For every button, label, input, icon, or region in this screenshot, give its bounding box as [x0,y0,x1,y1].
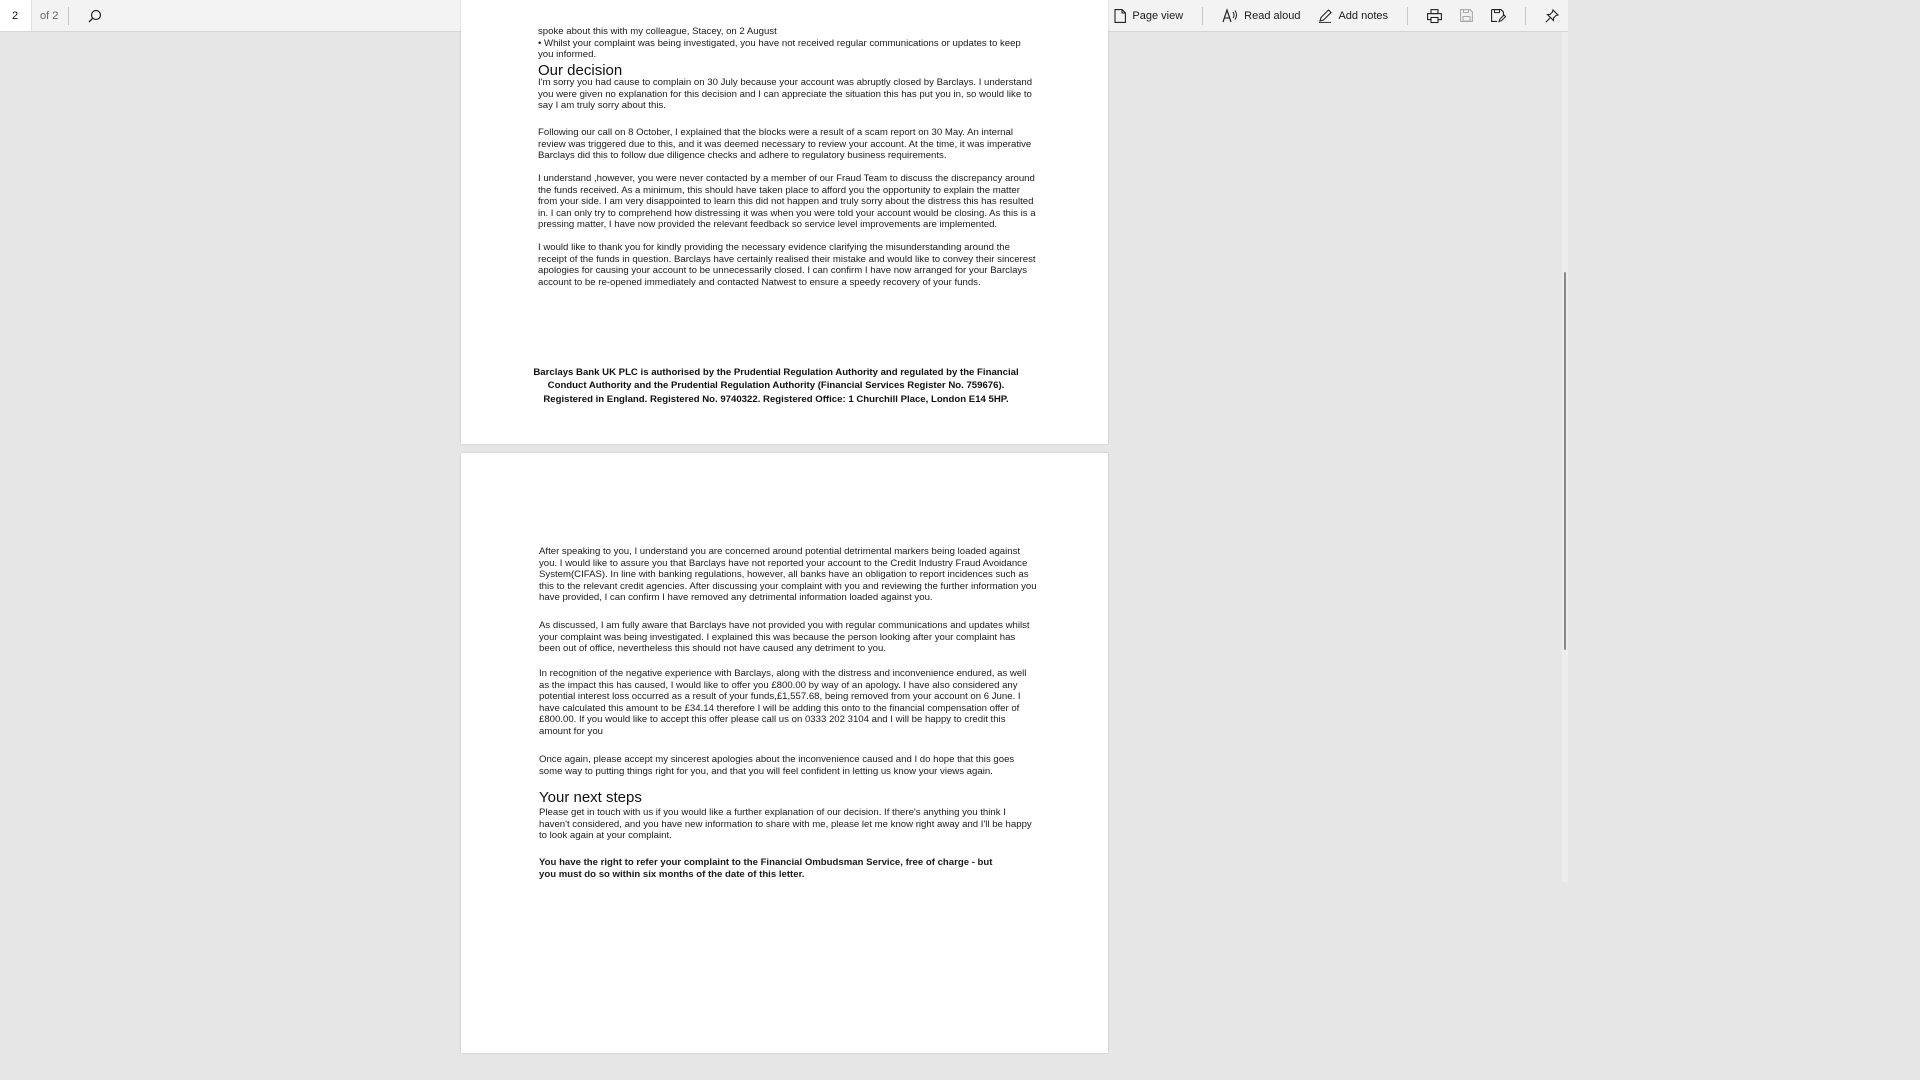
page-view-button[interactable] [1105,0,1192,32]
search-button[interactable] [79,0,111,32]
paragraph-thank-you: I would like to thank you for kindly providing the necessary evidence clarifying the misunderstanding around the receipt of the funds in question. Barclays have certainly realised their mistake and would like to convey their sincerest apologies for causing your account to be unnecessarily closed. I can confirm I have now arranged for your Barclays account to be re-opened immediately and contacted Natwest to ensure a speedy recovery of your funds. [538,242,1036,288]
page-total-label: of 2 [40,9,59,22]
toolbar-divider [1202,7,1203,25]
save-as-button[interactable] [1482,0,1515,32]
read-aloud-button[interactable] [1213,0,1309,32]
paragraph-get-in-touch: Please get in touch with us if you would like a further explanation of our decision. If there's anything you think I haven't considered, and you have new information to share with me, please let me know right away and I'll be happy to look again at your complaint. [539,807,1032,842]
scrollbar-thumb[interactable] [1564,272,1566,650]
paragraph-as-discussed: As discussed, I am fully aware that Barclays have not provided you with regular communications and updates whilst your complaint was being investigated. I explained this was because the person looking after your complaint has been out of office, nevertheless this should not have caused any detriment to you. [539,620,1030,655]
heading-our-decision: Our decision [538,62,623,79]
toolbar-divider [68,7,69,25]
paragraph-following-call: Following our call on 8 October, I explained that the blocks were a result of a scam report on 30 May. An internal review was triggered due to this, and it was deemed necessary to review your account. At the time, it was imperative Barclays did this to follow due diligence checks and adhere to regulatory business requirements. [538,127,1032,162]
page-number-input[interactable] [0,0,32,31]
print-icon [1427,9,1442,23]
pdf-page-1 [461,0,1108,444]
save-icon [1460,9,1473,22]
pin-icon [1545,9,1559,23]
add-notes-label: Add notes [1338,9,1388,22]
pin-button[interactable] [1536,0,1568,32]
print-button[interactable] [1418,0,1451,32]
search-icon [88,9,102,23]
paragraph-once-again: Once again, please accept my sincerest apologies about the inconvenience caused and I do hope that this goes some way to putting things right for you, and that you will feel confident in letting us know your views again. [539,754,1015,777]
toolbar-divider [1407,7,1408,25]
footer-regulation: Barclays Bank UK PLC is authorised by the Prudential Regulation Authority and regulated by the Financial Conduct Authority and the Prudential Regulation Authority (Financial Services Register No. 759676). [533,367,1019,391]
read-aloud-icon [1222,9,1238,23]
pdf-page-2 [461,453,1108,1053]
heading-your-next-steps: Your next steps [539,789,642,806]
paragraph-understand: I understand ,however, you were never contacted by a member of our Fraud Team to discuss the discrepancy around the funds received. As a minimum, this should have taken place to afford you the opportunity to explain the matter from your side. I am very disappointed to learn this did not happen and truly sorry about the distress this has resulted in. I can only try to comprehend how distressing it was when you were told your account would be closing. As this is a pressing matter, I have now provided the relevant feedback so service level improvements are implemented. [538,173,1036,231]
footer-registered: Registered in England. Registered No. 9740322. Registered Office: 1 Churchill Place, London E14 5HP. [543,394,1009,405]
paragraph-compensation: In recognition of the negative experience with Barclays, along with the distress and inconvenience endured, as well as the impact this has caused, I would like to offer you £800.00 by way of an apology. I have also considered any potential interest loss occurred as a result of your funds,£1,557.68, being removed from your account on 6 June. I have calculated this amount to be £34.14 therefore I will be adding this onto to the financial compensation offer of £800.00. If you would like to accept this offer please call us on 0333 202 3104 and I will be happy to credit this amount for you [539,668,1027,737]
read-aloud-label: Read aloud [1244,9,1301,22]
page-view-label: Page view [1132,9,1184,22]
document-viewer[interactable] [0,26,1568,882]
pen-icon [1318,9,1332,23]
paragraph-sorry: I'm sorry you had cause to complain on 30 July because your account was abruptly closed by Barclays. I understand you were given no explanation for this decision and I can appreciate the situation this has put you in, so would like to say I am truly sorry about this. [538,77,1033,112]
save-button[interactable] [1451,0,1482,32]
paragraph-ombudsman-right: You have the right to refer your complaint to the Financial Ombudsman Service, free of charge - but you must do so within six months of the date of this letter. [539,857,993,880]
add-notes-button[interactable] [1309,0,1397,32]
paragraph-top-fragment: spoke about this with my colleague, Stacey, on 2 August • Whilst your complaint was being investigated, you have not received regular communications or updates to keep you informed. [538,26,1021,61]
page-view-icon [1114,9,1126,23]
save-as-icon [1491,9,1506,23]
paragraph-detrimental-markers: After speaking to you, I understand you are concerned around potential detrimental markers being loaded against you. I would like to assure you that Barclays have not reported your account to the Credit Industry Fraud Avoidance System(CIFAS). In line with banking regulations, however, all banks have an obligation to report incidences such as this to the relevant credit agencies. After discussing your complaint with you and reviewing the further information you have provided, I can confirm I have removed any detrimental information loaded against you. [539,546,1037,604]
toolbar-divider [1525,7,1526,25]
